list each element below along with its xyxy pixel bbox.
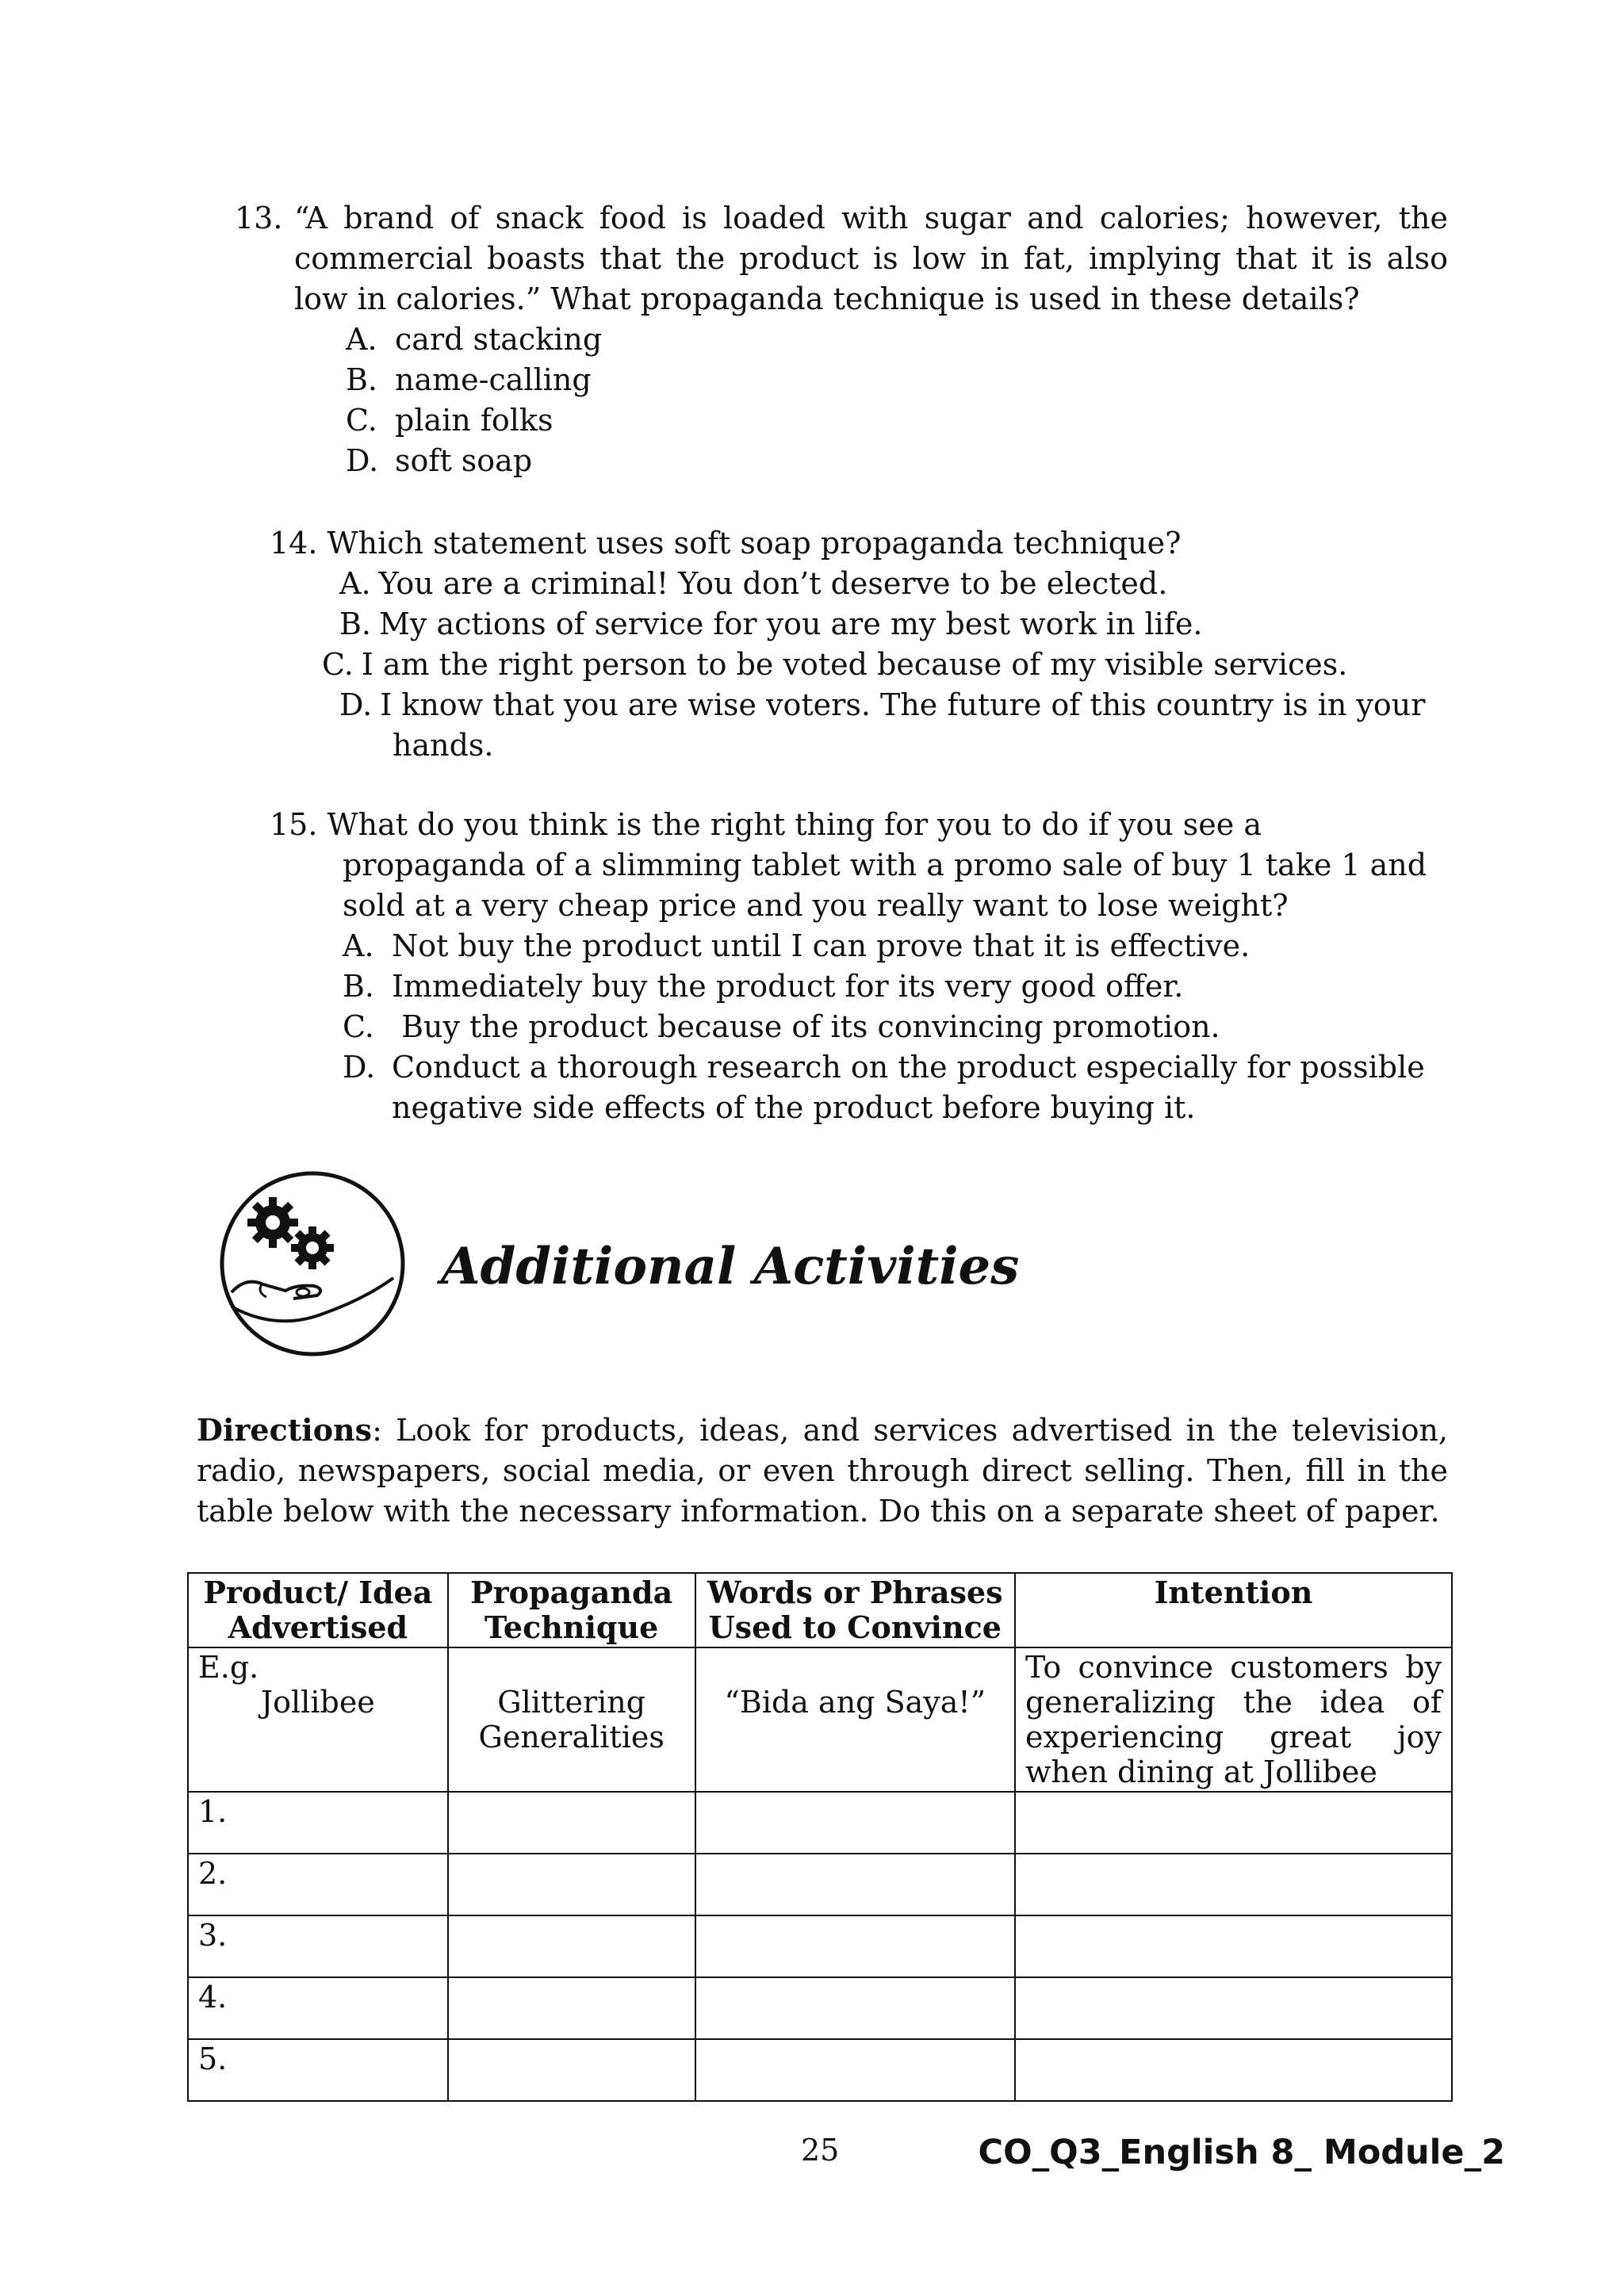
page-number: 25 [801, 2133, 840, 2168]
header-words: Words or Phrases Used to Convince [695, 1573, 1015, 1647]
question-number: 15. [270, 807, 318, 842]
example-words: “Bida ang Saya!” [695, 1647, 1015, 1792]
option-b: B. Immediately buy the product for its very good offer. [343, 969, 1184, 1004]
header-intention: Intention [1015, 1573, 1452, 1647]
gears-in-hand-icon [214, 1165, 411, 1362]
option-a: A. card stacking [346, 322, 603, 357]
option-d: D. I know that you are wise voters. The future of this country is in your [339, 687, 1426, 722]
option-d-continued: hands. [393, 728, 494, 763]
option-c: C. plain folks [346, 403, 553, 438]
option-b: B. My actions of service for you are my best work in life. [339, 607, 1203, 641]
question-14-stem [270, 523, 1427, 564]
question-number: 13. [235, 201, 283, 235]
table-row: 1. [188, 1792, 1452, 1854]
section-title: Additional Activities [441, 1237, 1020, 1296]
question-13 [235, 198, 1448, 481]
question-text: What do you think is the right thing for you to do if you see a propaganda of a slimming tablet with a promo sale of buy 1 take 1 and sold at a very cheap price and you really want to lose weight? [327, 807, 1427, 923]
question-15-stem [270, 805, 1427, 926]
option-a: A. You are a criminal! You don’t deserve to be elected. [339, 566, 1168, 601]
option-a: A. Not buy the product until I can prove that it is effective. [343, 928, 1251, 963]
example-product: E.g. Jollibee [188, 1647, 448, 1792]
option-c: C. I am the right person to be voted because of my visible services. [322, 647, 1348, 682]
table-header-row [188, 1573, 1452, 1647]
question-number: 14. [270, 526, 318, 561]
directions-text: : Look for products, ideas, and services advertised in the television, radio, newspapers, social media, or even through direct selling. Then, fill in the table below with the necessary information. Do this on a separate sheet of paper. [197, 1413, 1448, 1529]
question-text: Which statement uses soft soap propaganda technique? [327, 526, 1182, 561]
table-row: 5. [188, 2039, 1452, 2101]
option-d-continued: negative side effects of the product before buying it. [392, 1090, 1196, 1125]
table-row: 3. [188, 1915, 1452, 1977]
table-row: 4. [188, 1977, 1452, 2039]
question-text: “A brand of snack food is loaded with sugar and calories; however, the commercial boasts that the product is low in fat, implying that it is also low in calories.” What propaganda technique is used in these details? [294, 201, 1448, 316]
example-intention: To convince customers by generalizing the idea of experiencing great joy when dining at Jollibee [1015, 1647, 1452, 1792]
module-code: CO_Q3_English 8_ Module_2 [978, 2133, 1505, 2172]
table-row: 2. [188, 1854, 1452, 1915]
option-b: B. name-calling [346, 362, 592, 397]
directions [197, 1410, 1448, 1532]
option-d: D. Conduct a thorough research on the product especially for possible [343, 1050, 1425, 1085]
activity-table [187, 1572, 1453, 2102]
header-product: Product/ Idea Advertised [188, 1573, 448, 1647]
header-technique: Propaganda Technique [448, 1573, 695, 1647]
option-c: C. Buy the product because of its convincing promotion. [343, 1009, 1220, 1044]
example-technique: Glittering Generalities [448, 1647, 695, 1792]
directions-label: Directions [197, 1412, 373, 1448]
question-15 [270, 805, 1427, 1128]
table-row-example [188, 1647, 1452, 1792]
option-d: D. soft soap [346, 443, 533, 478]
question-14 [270, 523, 1427, 766]
question-13-stem [235, 198, 1448, 320]
